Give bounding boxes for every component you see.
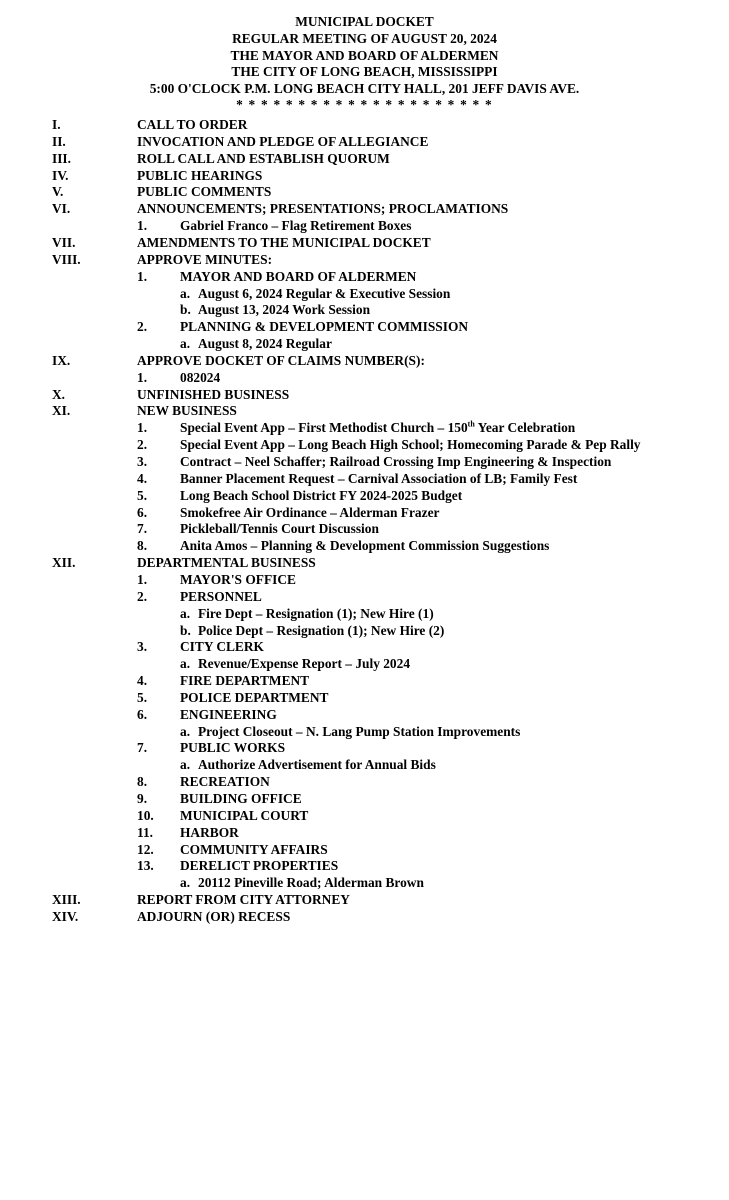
city-line: THE CITY OF LONG BEACH, MISSISSIPPI [231,64,498,79]
item-label: CITY CLERK [180,639,264,655]
item-label: ROLL CALL AND ESTABLISH QUORUM [137,150,390,166]
item-label-continued: Year Celebration [474,420,576,436]
item-label: Revenue/Expense Report – July 2024 [198,656,411,672]
item-number: IV. [52,167,69,183]
item-label: UNFINISHED BUSINESS [137,386,290,402]
item-text [180,318,468,335]
ordinal-suffix: th [467,419,475,429]
item-number: 2. [137,437,148,453]
item-text [180,638,264,655]
item-number: 6. [137,706,148,722]
item-text [180,571,296,588]
star-divider: * * * * * * * * * * * * * * * * * * * * * [236,97,493,112]
item-label: FIRE DEPARTMENT [180,673,310,689]
item-text [180,369,220,386]
item-text [180,739,285,756]
item-text [137,352,425,369]
item-text [180,470,577,487]
item-label: Authorize Advertisement for Annual Bids [198,757,436,773]
item-label: Project Closeout – N. Lang Pump Station Improvements [198,723,521,739]
item-number: 13. [137,858,154,874]
item-label: PUBLIC HEARINGS [137,167,263,183]
item-text [137,386,289,403]
item-text [180,773,270,790]
item-number: III. [52,150,71,166]
item-number: 6. [137,504,148,520]
item-text [180,790,302,807]
item-number: a. [180,723,191,739]
item-label: ANNOUNCEMENTS; PRESENTATIONS; PROCLAMATIONS [137,201,509,217]
item-number: b. [180,622,191,638]
item-text [180,268,416,285]
item-number: a. [180,656,191,672]
item-number: a. [180,605,191,621]
item-text [198,335,332,352]
item-label: 20112 Pineville Road; Alderman Brown [198,875,424,891]
item-number: 11. [137,824,153,840]
item-number: 5. [137,487,148,503]
item-text [180,706,277,723]
item-number: XI. [52,403,71,419]
item-label: ADJOURN (OR) RECESS [137,908,291,924]
item-number: V. [52,184,64,200]
item-text [180,487,462,504]
item-number: VI. [52,201,71,217]
item-number: 4. [137,470,148,486]
item-label: Fire Dept – Resignation (1); New Hire (1) [198,605,434,621]
item-label: August 8, 2024 Regular [198,336,332,352]
item-text [198,655,410,672]
item-label: MAYOR AND BOARD OF ALDERMEN [180,268,417,284]
item-label: POLICE DEPARTMENT [180,689,329,705]
item-text [180,588,262,605]
item-number: 1. [137,369,148,385]
item-label: INVOCATION AND PLEDGE OF ALLEGIANCE [137,133,429,149]
item-number: VIII. [52,251,81,267]
item-number: b. [180,302,191,318]
item-text [137,183,271,200]
item-label: Long Beach School District FY 2024-2025 Budget [180,487,463,503]
item-text [198,605,434,622]
item-label: Anita Amos – Planning & Development Commission Suggestions [180,538,550,554]
item-number: 8. [137,538,148,554]
item-text [180,453,611,470]
item-text [180,824,239,841]
item-label: APPROVE MINUTES: [137,251,273,267]
item-text [198,285,450,302]
item-text [180,672,309,689]
item-label: PERSONNEL [180,588,262,604]
item-text [137,200,508,217]
item-label: 082024 [180,369,221,385]
item-label: Pickleball/Tennis Court Discussion [180,521,379,537]
item-text [198,756,436,773]
item-text [137,133,428,150]
item-text [137,402,237,419]
item-label: DERELICT PROPERTIES [180,858,339,874]
item-label: Special Event App – Long Beach High School; Homecoming Parade & Pep Rally [180,437,641,453]
item-text [198,723,520,740]
item-number: XIII. [52,892,81,908]
item-number: 4. [137,673,148,689]
item-label: NEW BUSINESS [137,403,237,419]
item-text [180,857,338,874]
item-number: XIV. [52,908,79,924]
item-label: APPROVE DOCKET OF CLAIMS NUMBER(S): [137,352,425,368]
item-label: Banner Placement Request – Carnival Association of LB; Family Fest [180,470,578,486]
item-text [137,251,272,268]
item-number: a. [180,285,191,301]
board-line: THE MAYOR AND BOARD OF ALDERMEN [230,48,499,63]
item-label: HARBOR [180,824,239,840]
item-number: I. [52,117,61,132]
docket-title: MUNICIPAL DOCKET [295,14,434,29]
item-number: 2. [137,588,148,604]
item-text [180,520,379,537]
item-text [137,554,316,571]
item-label: MUNICIPAL COURT [180,807,309,823]
item-number: 8. [137,774,148,790]
item-label: August 6, 2024 Regular & Executive Session [198,285,451,301]
item-number: VII. [52,234,76,250]
item-label: PUBLIC COMMENTS [137,184,272,200]
item-label: PUBLIC WORKS [180,740,286,756]
item-label: Police Dept – Resignation (1); New Hire (2) [198,622,445,638]
item-text [137,150,390,167]
item-number: a. [180,336,191,352]
item-number: X. [52,386,66,402]
item-text [198,301,370,318]
item-label: Contract – Neel Schaffer; Railroad Crossing Imp Engineering & Inspection [180,454,612,469]
item-number: 10. [137,807,154,823]
item-number: 3. [137,454,148,469]
meeting-line: REGULAR MEETING OF AUGUST 20, 2024 [232,31,497,46]
item-text [137,908,290,925]
item-number: 1. [137,218,148,234]
item-label: CALL TO ORDER [137,117,248,132]
item-text [180,689,328,706]
item-label: RECREATION [180,774,270,790]
item-label: Special Event App – First Methodist Church – 150 [180,420,468,436]
item-text [180,504,439,521]
item-number: 3. [137,639,148,655]
item-number: 1. [137,420,148,436]
item-text [180,807,308,824]
item-number: a. [180,757,191,773]
item-text [137,116,247,133]
item-label: Smokefree Air Ordinance – Alderman Frazer [180,504,440,520]
item-label: BUILDING OFFICE [180,791,302,806]
item-number: 2. [137,319,148,335]
item-label: Gabriel Franco – Flag Retirement Boxes [180,218,412,234]
item-label: MAYOR'S OFFICE [180,571,296,587]
item-number: 7. [137,521,148,537]
item-number: IX. [52,352,71,368]
item-label: AMENDMENTS TO THE MUNICIPAL DOCKET [137,234,431,250]
item-text [137,167,262,184]
item-text [180,436,641,453]
item-label: DEPARTMENTAL BUSINESS [137,555,316,571]
item-text [180,419,575,436]
item-number: a. [180,875,191,891]
item-number: 9. [137,791,148,806]
item-number: 5. [137,689,148,705]
item-number: 7. [137,740,148,756]
item-label: REPORT FROM CITY ATTORNEY [137,892,350,908]
item-number: 1. [137,268,148,284]
item-text [180,217,411,234]
time-location-line: 5:00 O'CLOCK P.M. LONG BEACH CITY HALL, 201 JEFF DAVIS AVE. [149,81,580,96]
item-text [180,841,328,858]
item-label: PLANNING & DEVELOPMENT COMMISSION [180,319,469,335]
item-text [198,874,424,891]
item-label: ENGINEERING [180,706,277,722]
item-text [180,537,549,554]
item-number: II. [52,133,66,149]
item-label: August 13, 2024 Work Session [198,302,371,318]
item-label: COMMUNITY AFFAIRS [180,841,328,857]
item-number: 12. [137,841,154,857]
item-text [137,234,431,251]
item-number: 1. [137,571,148,587]
item-text [198,622,444,639]
item-number: XII. [52,555,76,571]
item-text [137,891,350,908]
